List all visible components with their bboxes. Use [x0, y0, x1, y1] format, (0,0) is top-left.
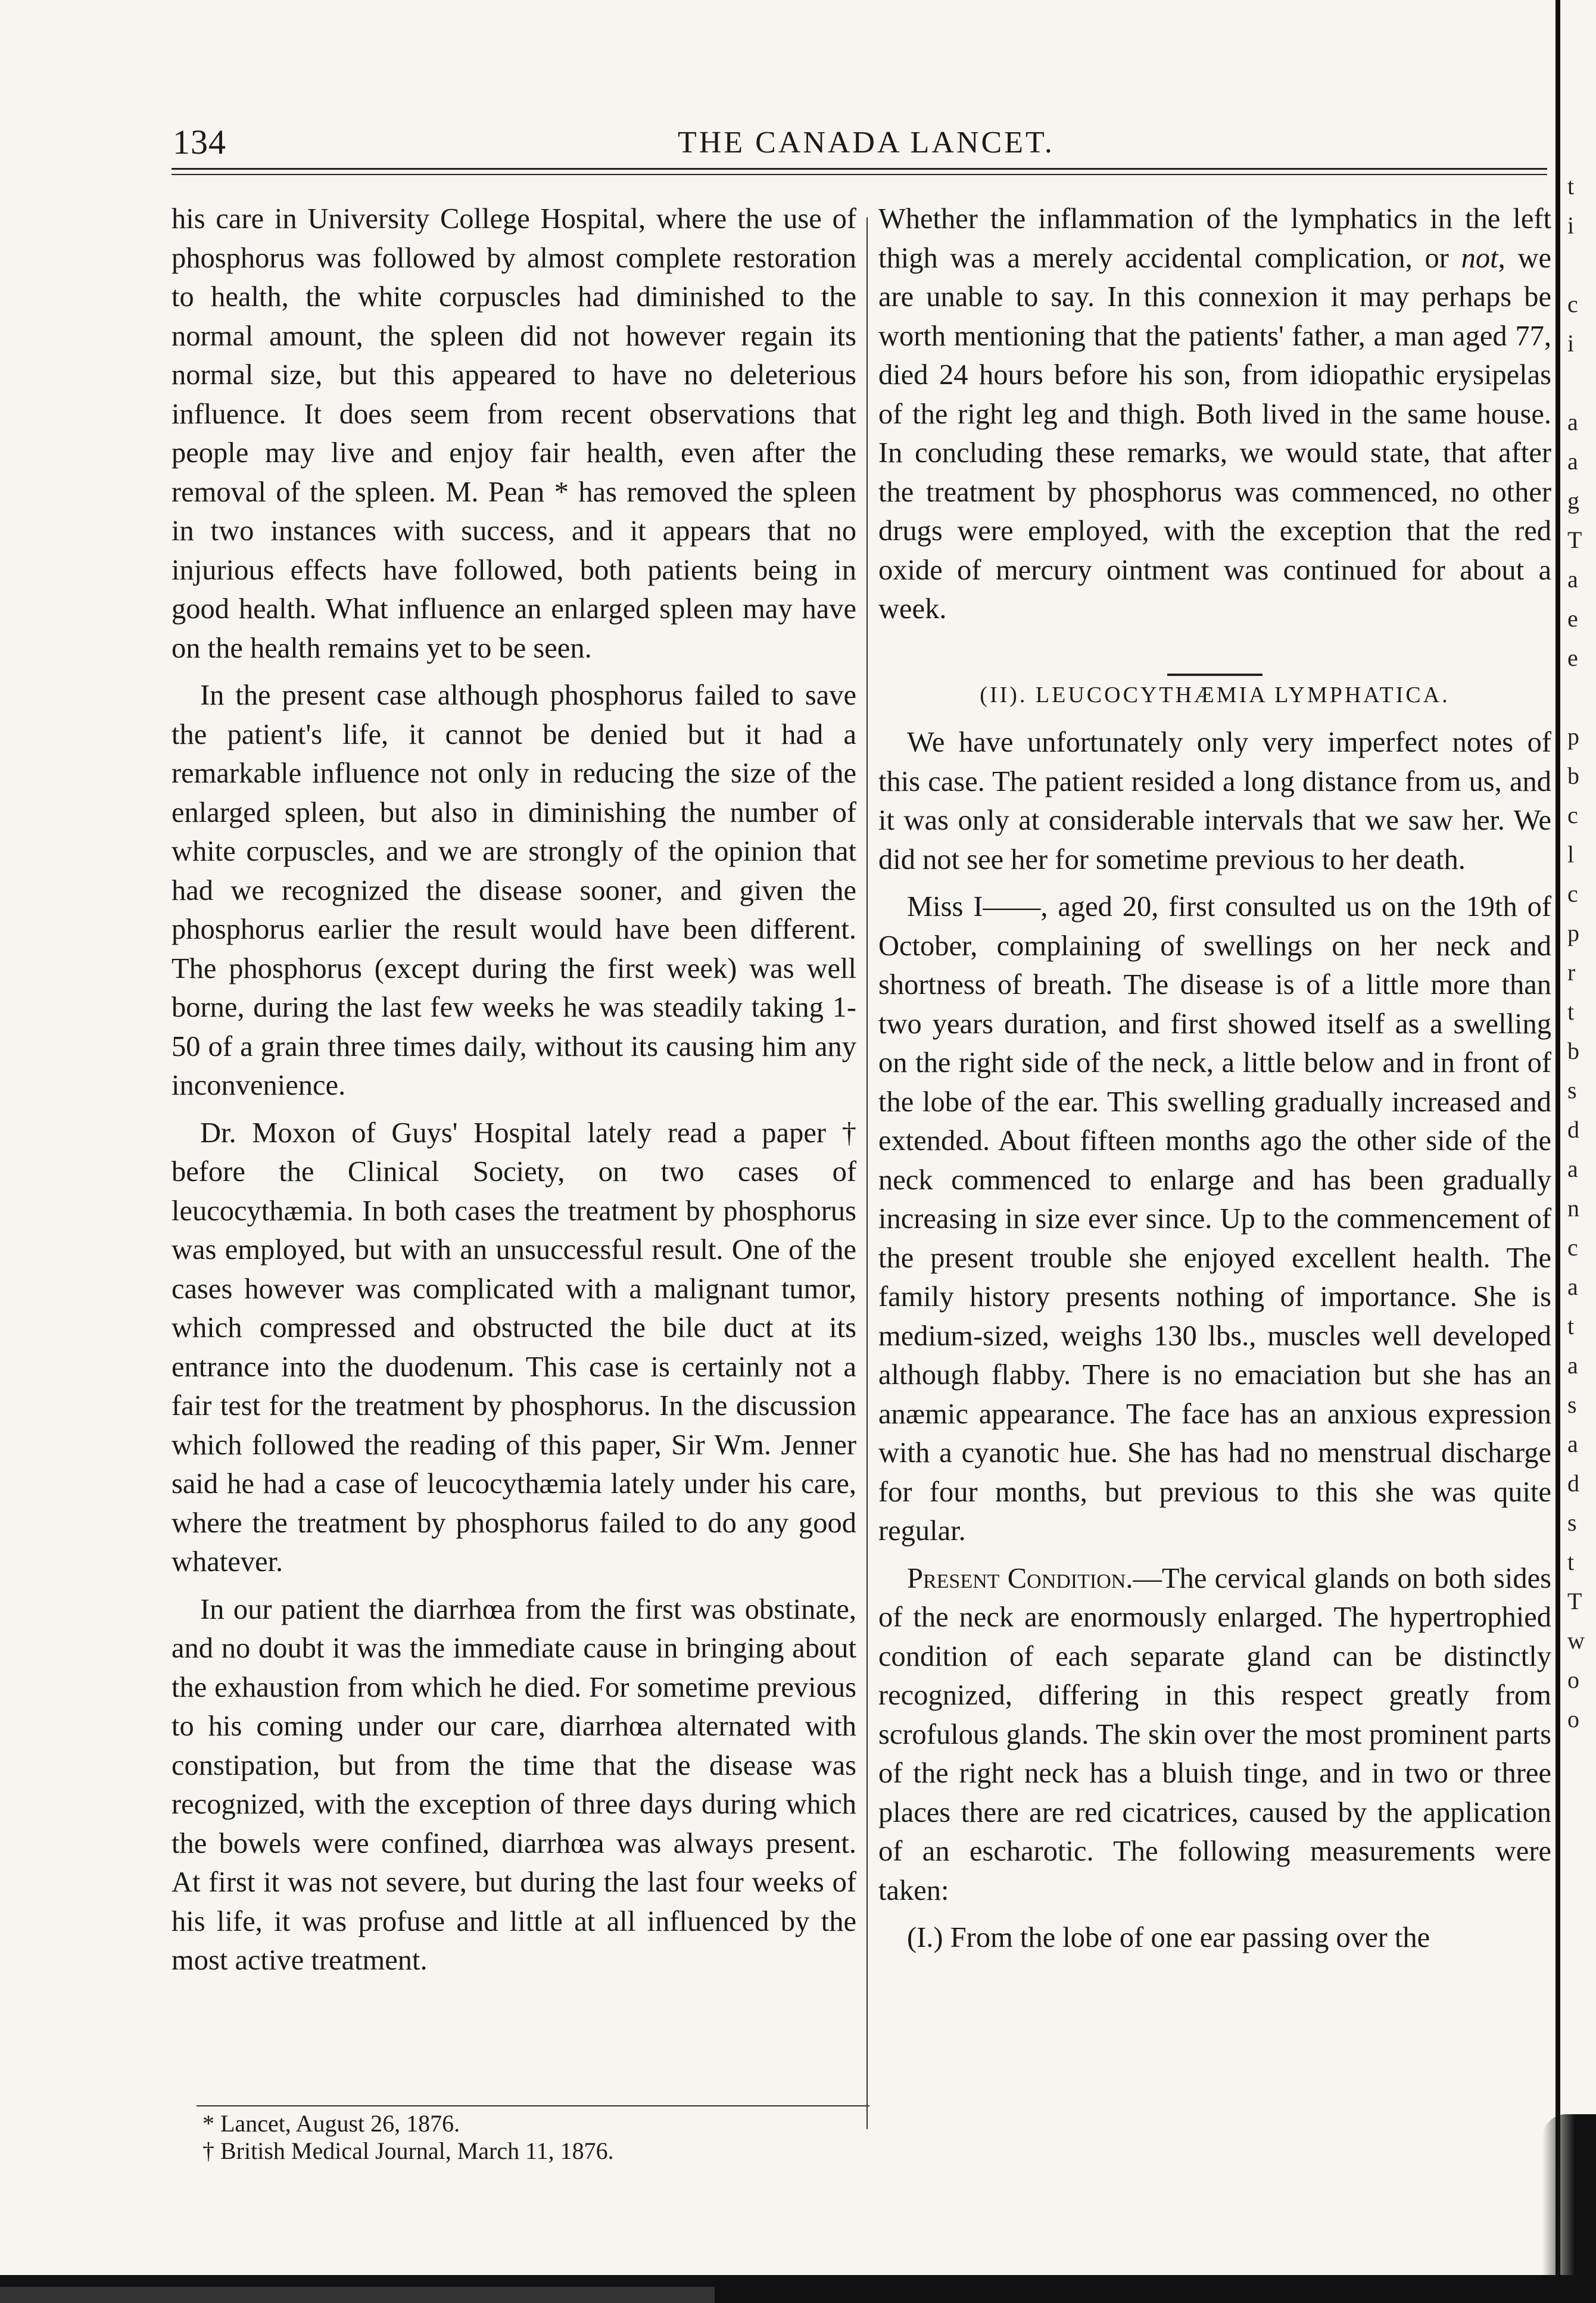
paragraph: We have unfortunately only very imperfect notes of this case. The patient resided a long distance from us, and it was only at considerable intervals that we saw her. We did not see her for sometime previous to her death. [878, 727, 1551, 875]
footnotes [179, 2105, 858, 2165]
text-run: Whether the inflammation of the lymphatics in the left thigh was a merely accidental complication, or [878, 203, 1551, 274]
paragraph [878, 200, 1551, 629]
column-divider [866, 217, 868, 2129]
run-in-heading: Present Condition. [907, 1562, 1133, 1594]
paragraph: Dr. Moxon of Guys' Hospital lately read a paper † before the Clinical Society, on two cases of leucocythæmia. In both cases the treatment by phosphorus was employed, but with an unsuccessful result. One of the cases however was complicated with a malignant tumor, which compressed and obstructed the bile duct at its entrance into the duodenum. This case is certainly not a fair test for the treatment by phosphorus. In the discussion which followed the reading of this paper, Sir Wm. Jenner said he had a case of leucocythæmia lately under his care, where the treatment by phosphorus failed to do any good whatever. [172, 1117, 856, 1578]
header-rule-lower [172, 174, 1547, 175]
paragraph: his care in University College Hospital, where the use of phosphorus was followed by almost complete restoration to health, the white corpuscles had diminished to the normal amount, the spleen did not however regain its normal size, but this appeared to have no deleterious influence. It does seem from recent observations that people may live and enjoy fair health, even after the removal of the spleen. M. Pean * has removed the spleen in two instances with success, and it appears that no injurious effects have followed, both patients being in good health. What influence an enlarged spleen may have on the health remains yet to be seen. [172, 203, 856, 664]
paragraph: In our patient the diarrhœa from the first was obstinate, and no doubt it was the immediate cause in bringing about the exhaustion from which he died. For sometime previous to his coming under our care, diarrhœa alternated with constipation, but from the time that the disease was recognized, with the exception of three days during which the bowels were confined, diarrhœa was always present. At first it was not severe, but during the last four weeks of his life, it was profuse and little at all influenced by the most active treatment. [172, 1593, 856, 1976]
left-column [172, 200, 856, 1980]
italic-word: not [1461, 242, 1498, 274]
header-rule [172, 168, 1547, 170]
running-title: THE CANADA LANCET. [678, 126, 1055, 160]
footnote-rule [197, 2105, 869, 2106]
text-run: —The cervical glands on both sides of the neck are enormously enlarged. The hypertrophied condition of each separate gland can be distinctly recognized, differing in this respect greatly from scrofulous glands. The skin over the most prominent parts of the right neck has a bluish tinge, and in two or three places there are red cicatrices, caused by the application of an escharotic. The following measurements were taken: [878, 1562, 1551, 1906]
paragraph: (I.) From the lobe of one ear passing over the [907, 1922, 1430, 1953]
section-heading: (II). LEUCOCYTHÆMIA LYMPHATICA. [980, 682, 1450, 708]
adjacent-page-fragment: t i c i a a g T a e e p b c l c p r t b s d a n c a t a s a d s t T w o o [1567, 173, 1585, 1732]
page-gutter-shadow [1556, 0, 1560, 2303]
page-number: 134 [173, 123, 226, 161]
footnote: † British Medical Journal, March 11, 1876. [202, 2137, 614, 2164]
paragraph [878, 1559, 1551, 1911]
paragraph: Miss I——, aged 20, first consulted us on the 19th of October, complaining of swellings on her neck and shortness of breath. The disease is of a little more than two years duration, and first showed itself as a swelling on the right side of the neck, a little below and in front of the lobe of the ear. This swelling gradually increased and extended. About fifteen months ago the other side of the neck commenced to enlarge and has been gradually increasing in size ever since. Up to the commencement of the present trouble she enjoyed excellent health. The family history presents nothing of importance. She is medium-sized, weighs 130 lbs., muscles well developed although flabby. There is no emaciation but she has an anæmic appearance. The face has an anxious expression with a cyanotic hue. She has had no menstrual discharge for four months, but previous to this she was quite regular. [878, 891, 1551, 1547]
right-column [878, 200, 1551, 1958]
footnote: * Lancet, August 26, 1876. [202, 2110, 460, 2137]
paragraph: In the present case although phosphorus failed to save the patient's life, it cannot be denied but it had a remarkable influence not only in reducing the size of the enlarged spleen, but also in diminishing the number of white corpuscles, and we are strongly of the opinion that had we recognized the disease sooner, and given the phosphorus earlier the result would have been different. The phosphorus (except during the first week) was well borne, during the last few weeks he was steadily taking 1-50 of a grain three times daily, without its causing him any inconvenience. [172, 680, 856, 1101]
scan-bottom-edge [0, 2275, 1596, 2303]
text-run: , we are unable to say. In this connexion it may perhaps be worth mentioning that the patients' father, a man aged 77, died 24 hours before his son, from idiopathic erysipelas of the right leg and thigh. Both lived in the same house. In concluding these remarks, we would state, that after the treatment by phosphorus was commenced, no other drugs were employed, with the exception that the red oxide of mercury ointment was continued for about a week. [878, 242, 1552, 625]
